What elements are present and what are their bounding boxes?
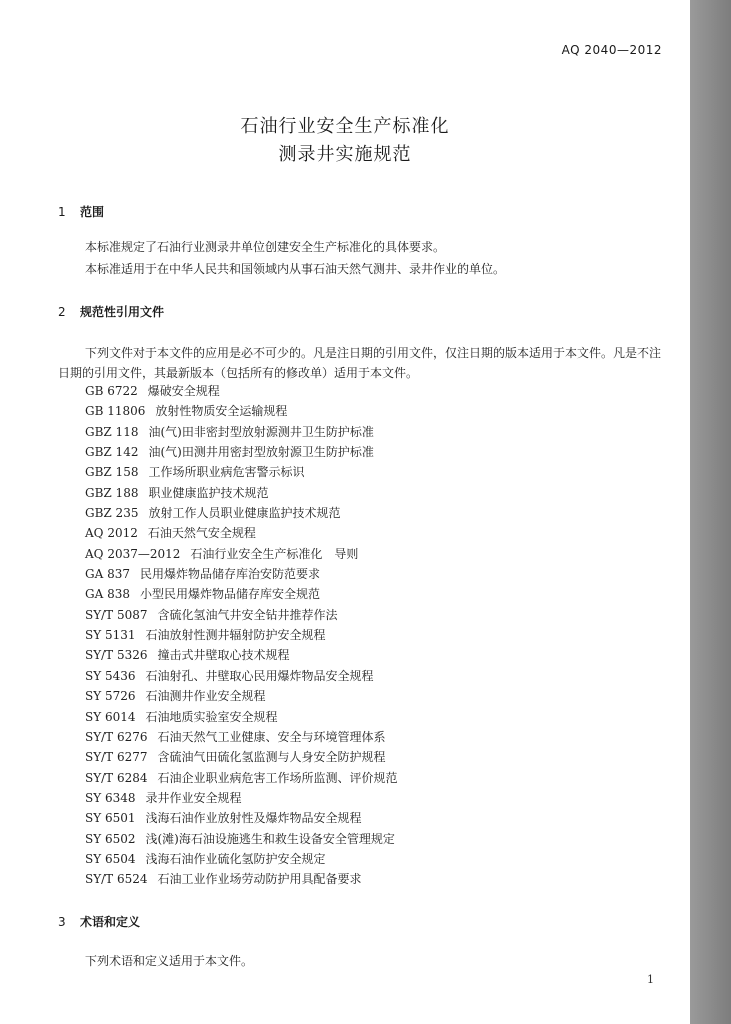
reference-list — [85, 381, 398, 890]
reference-item — [85, 788, 398, 808]
reference-item — [85, 625, 398, 645]
section-1-heading — [58, 203, 104, 220]
page-number: 1 — [647, 973, 654, 986]
reference-code: GB 11806 — [85, 404, 146, 419]
reference-code: GA 837 — [85, 567, 130, 582]
reference-code: GBZ 158 — [85, 465, 139, 480]
reference-code: SY/T 5087 — [85, 607, 148, 622]
scan-border — [690, 0, 731, 1024]
section-3-number: 3 — [58, 915, 66, 929]
reference-code: SY 5436 — [85, 668, 136, 683]
reference-title: 石油地质实验室安全规程 — [145, 709, 278, 724]
section-1-number: 1 — [58, 205, 66, 219]
reference-item — [85, 829, 398, 849]
reference-title: 石油天然气工业健康、安全与环境管理体系 — [157, 729, 386, 744]
section-2-intro: 下列文件对于本文件的应用是必不可少的。凡是注日期的引用文件，仅注日期的版本适用于本文件。凡是不注日期的引用文件，其最新版本（包括所有的修改单）适用于本文件。 — [58, 346, 662, 380]
reference-item — [85, 849, 398, 869]
reference-title: 爆破安全规程 — [147, 384, 220, 398]
reference-item — [85, 666, 398, 686]
reference-item — [85, 401, 398, 421]
document-title-line1: 石油行业安全生产标准化 — [240, 116, 450, 137]
reference-title: 石油射孔、井壁取心民用爆炸物品安全规程 — [145, 668, 374, 683]
reference-code: AQ 2012 — [85, 526, 138, 541]
reference-title: 小型民用爆炸物品储存库安全规范 — [139, 587, 320, 602]
reference-item — [85, 462, 398, 482]
reference-title: 石油放射性测井辐射防护安全规程 — [145, 628, 326, 643]
reference-item — [85, 503, 398, 523]
reference-title: 石油行业安全生产标准化 导则 — [190, 546, 359, 561]
reference-item — [85, 707, 398, 727]
reference-title: 石油企业职业病危害工作场所监测、评价规范 — [157, 770, 398, 785]
reference-code: GBZ 235 — [85, 506, 139, 521]
section-3-heading — [58, 913, 140, 930]
reference-title: 浅(滩)海石油设施逃生和救生设备安全管理规定 — [145, 831, 395, 846]
reference-item — [85, 422, 398, 442]
document-title-line2: 测录井实施规范 — [278, 144, 412, 165]
reference-code: GBZ 188 — [85, 485, 139, 500]
reference-code: GBZ 142 — [85, 445, 139, 460]
reference-code: SY/T 6277 — [85, 750, 148, 765]
reference-item — [85, 584, 398, 604]
reference-title: 油(气)田测井用密封型放射源卫生防护标准 — [148, 445, 374, 460]
reference-code: SY 6502 — [85, 831, 136, 846]
reference-item — [85, 605, 398, 625]
reference-code: SY 5726 — [85, 689, 136, 704]
reference-title: 撞击式井壁取心技术规程 — [157, 648, 290, 663]
reference-title: 石油天然气安全规程 — [147, 526, 256, 541]
reference-item — [85, 869, 398, 889]
reference-item — [85, 645, 398, 665]
reference-title: 石油测井作业安全规程 — [145, 689, 266, 704]
reference-code: SY 5131 — [85, 628, 136, 643]
reference-code: SY 6504 — [85, 851, 136, 866]
reference-item — [85, 686, 398, 706]
reference-code: SY/T 6524 — [85, 872, 148, 887]
standard-code: AQ 2040—2012 — [561, 43, 662, 57]
reference-title: 职业健康监护技术规范 — [148, 485, 269, 500]
section-2-heading — [58, 303, 164, 320]
reference-title: 录井作业安全规程 — [145, 790, 242, 805]
reference-item — [85, 747, 398, 767]
section-2-number: 2 — [58, 305, 66, 319]
reference-code: SY 6501 — [85, 811, 136, 826]
reference-code: SY/T 6276 — [85, 729, 148, 744]
reference-title: 油(气)田非密封型放射源测井卫生防护标准 — [148, 424, 374, 439]
reference-item — [85, 727, 398, 747]
reference-item — [85, 544, 398, 564]
reference-title: 浅海石油作业放射性及爆炸物品安全规程 — [145, 811, 362, 826]
section-2-title: 规范性引用文件 — [80, 305, 165, 319]
reference-code: SY 6348 — [85, 790, 136, 805]
section-3-paragraph-1: 下列术语和定义适用于本文件。 — [85, 954, 254, 968]
reference-title: 含硫油气田硫化氢监测与人身安全防护规程 — [157, 750, 386, 765]
reference-code: GBZ 118 — [85, 424, 139, 439]
reference-title: 民用爆炸物品储存库治安防范要求 — [139, 567, 320, 582]
section-3-title: 术语和定义 — [80, 915, 141, 929]
reference-item — [85, 808, 398, 828]
reference-title: 石油工业作业场劳动防护用具配备要求 — [157, 872, 362, 887]
reference-title: 放射性物质安全运输规程 — [155, 404, 288, 419]
reference-title: 工作场所职业病危害警示标识 — [148, 465, 305, 480]
reference-code: SY/T 5326 — [85, 648, 148, 663]
reference-title: 含硫化氢油气井安全钻井推荐作法 — [157, 607, 338, 622]
reference-code: GA 838 — [85, 587, 130, 602]
reference-code: SY/T 6284 — [85, 770, 148, 785]
section-1-paragraph-1: 本标准规定了石油行业测录井单位创建安全生产标准化的具体要求。 — [85, 240, 446, 254]
section-1-paragraph-2: 本标准适用于在中华人民共和国领域内从事石油天然气测井、录井作业的单位。 — [85, 262, 506, 276]
reference-item — [85, 564, 398, 584]
reference-item — [85, 442, 398, 462]
reference-title: 放射工作人员职业健康监护技术规范 — [148, 506, 341, 521]
reference-item — [85, 523, 398, 543]
reference-title: 浅海石油作业硫化氢防护安全规定 — [145, 851, 326, 866]
section-1-title: 范围 — [80, 205, 105, 219]
reference-code: GB 6722 — [85, 384, 138, 398]
reference-item — [85, 381, 398, 401]
reference-item — [85, 768, 398, 788]
reference-item — [85, 483, 398, 503]
reference-code: SY 6014 — [85, 709, 136, 724]
reference-code: AQ 2037—2012 — [85, 546, 181, 561]
